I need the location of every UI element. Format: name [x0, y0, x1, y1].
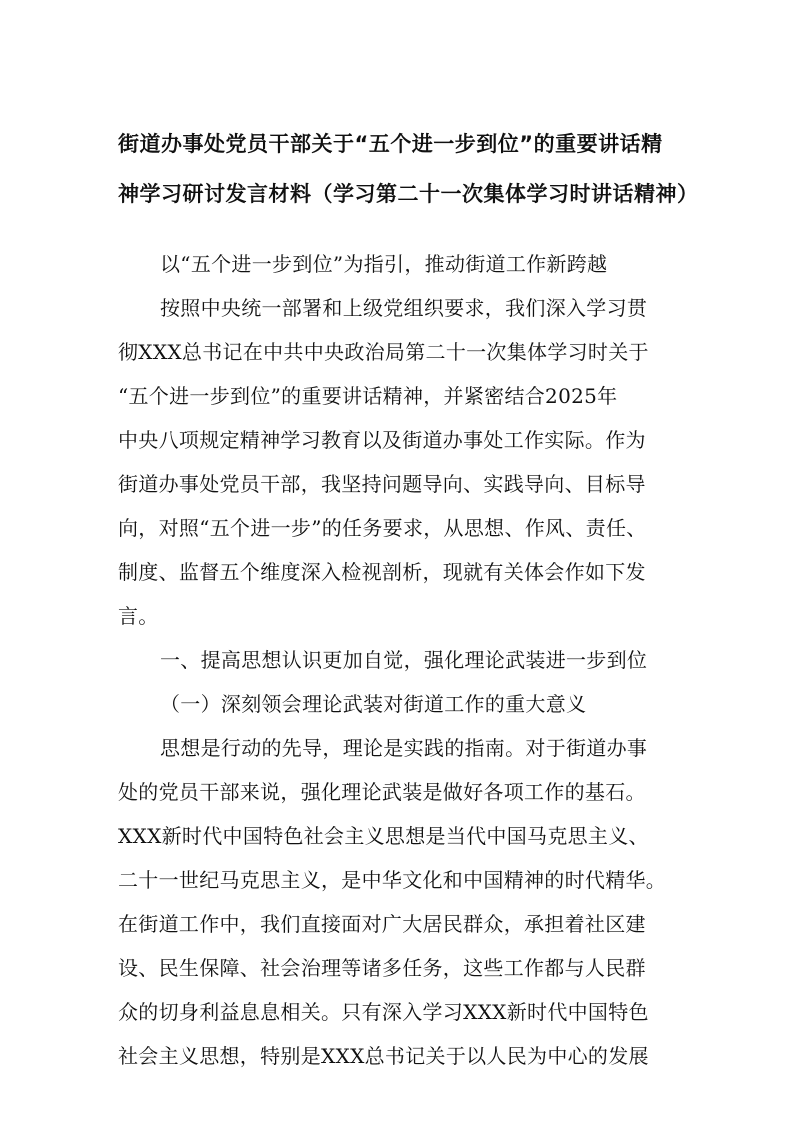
body-line: 二十一世纪马克思主义，是中华文化和中国精神的时代精华。	[118, 868, 667, 892]
section-heading: 一、提高思想认识更加自觉，强化理论武装进一步到位	[160, 648, 648, 672]
body-line: 中央八项规定精神学习教育以及街道办事处工作实际。作为	[118, 428, 646, 452]
body-line: 言。	[118, 604, 159, 628]
body-line: 制度、监督五个维度深入检视剖析，现就有关体会作如下发	[118, 560, 646, 584]
body-line: 彻XXX总书记在中共中央政治局第二十一次集体学习时关于	[118, 340, 649, 364]
document-title-line-2: 神学习研讨发言材料（学习第二十一次集体学习时讲话精神）	[118, 182, 699, 206]
section-subtitle: 以“五个进一步到位”为指引，推动街道工作新跨越	[160, 252, 608, 276]
body-line: 处的党员干部来说，强化理论武装是做好各项工作的基石。	[118, 780, 646, 804]
document-title-line-1: 街道办事处党员干部关于“五个进一步到位”的重要讲话精	[118, 132, 663, 156]
body-line: 在街道工作中，我们直接面对广大居民群众，承担着社区建	[118, 912, 646, 936]
body-line: 思想是行动的先导，理论是实践的指南。对于街道办事	[160, 736, 648, 760]
subsection-heading: （一）深刻领会理论武装对街道工作的重大意义	[160, 692, 587, 716]
body-line: 按照中央统一部署和上级党组织要求，我们深入学习贯	[160, 296, 648, 320]
body-line: 社会主义思想，特别是XXX总书记关于以人民为中心的发展	[118, 1044, 649, 1068]
body-line: XXX新时代中国特色社会主义思想是当代中国马克思主义、	[118, 824, 649, 848]
body-line: 设、民生保障、社会治理等诸多任务，这些工作都与人民群	[118, 956, 646, 980]
body-line: 向，对照“五个进一步”的任务要求，从思想、作风、责任、	[118, 516, 647, 540]
body-line: 众的切身利益息息相关。只有深入学习XXX新时代中国特色	[118, 1000, 649, 1024]
body-line: 街道办事处党员干部，我坚持问题导向、实践导向、目标导	[118, 472, 646, 496]
body-line: “五个进一步到位”的重要讲话精神，并紧密结合2025年	[118, 384, 618, 408]
